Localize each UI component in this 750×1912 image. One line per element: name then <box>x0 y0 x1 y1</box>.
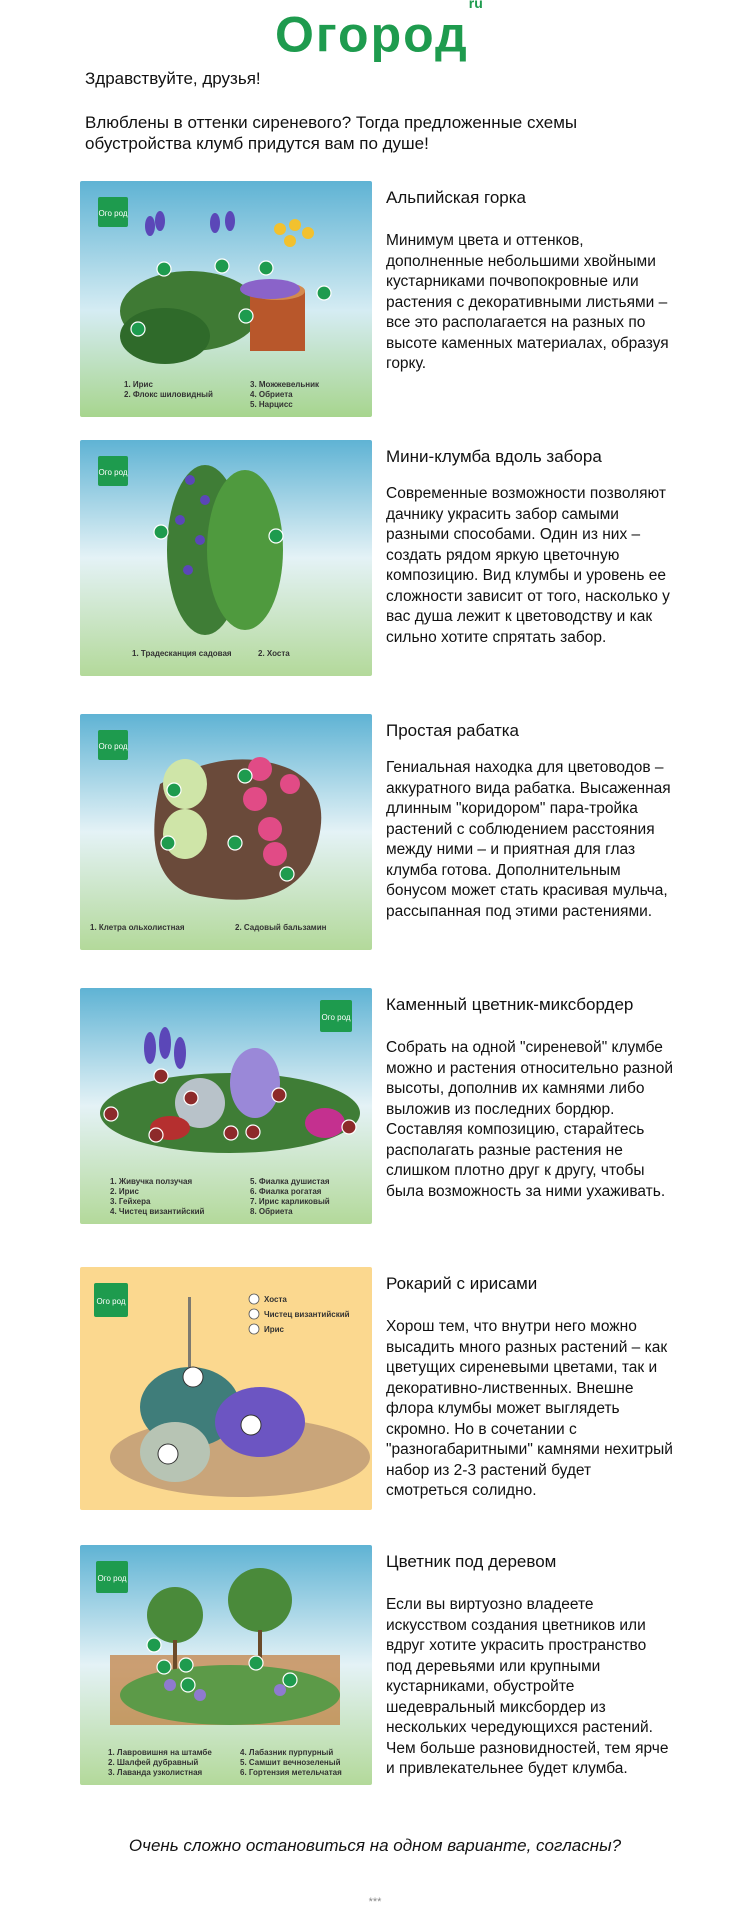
section-description: Минимум цвета и оттенков, дополненные небольшими хвойными кустарниками почвопокровные или растения с декоративными листьями – все это располагается на разных по высоте каменных материалах, образуя горку. <box>386 232 669 372</box>
svg-text:Ого род: Ого род <box>96 1297 126 1306</box>
legend-item: 3. Гейхера <box>110 1197 151 1206</box>
legend-item: 6. Гортензия метельчатая <box>240 1768 342 1777</box>
svg-text:Ого род: Ого род <box>98 468 128 477</box>
section-title: Цветник под деревом <box>386 1552 557 1571</box>
legend-item: 2. Ирис <box>110 1187 139 1196</box>
legend-item: 1. Ирис <box>124 380 153 389</box>
legend-item: 5. Фиалка душистая <box>250 1177 330 1186</box>
simple-rabatka-scheme-image <box>80 714 372 950</box>
section-description: Если вы виртуозно владеете искусством создания цветников или вдруг хотите украсить пространство под деревьями или крупными кустарниками, обустройте шедевральный миксбордер из нескольких чередующихся растений. Чем больше разновидностей, тем ярче и привлекательнее будет клумба. <box>386 1596 669 1777</box>
legend-item: 1. Живучка ползучая <box>110 1177 193 1186</box>
ogorod-badge <box>98 197 128 227</box>
section-title: Альпийская горка <box>386 188 527 207</box>
separator: *** <box>368 1896 382 1908</box>
svg-text:Ого род: Ого род <box>321 1013 351 1022</box>
svg-text:Ого род: Ого род <box>98 209 128 218</box>
legend-item: 8. Обриета <box>250 1207 293 1216</box>
section-description: Хорош тем, что внутри него можно высадить много разных растений – как цветущих сиреневыми цветами, так и декоративно-лиственных. Внешне флора клумбы может выглядеть скромно. Но в сочетании с "разногабаритными" камнями нехитрый набор из 2-3 растений будет смотреться солидно. <box>386 1318 673 1499</box>
legend-item: 4. Лабазник пурпурный <box>240 1748 334 1757</box>
section-title: Каменный цветник-миксбордер <box>386 995 634 1014</box>
legend-item: 3. Можжевельник <box>250 380 320 389</box>
alpine-slide-scheme-image <box>80 181 372 417</box>
legend-item: 5. Нарцисс <box>250 400 293 409</box>
section-title: Простая рабатка <box>386 721 519 740</box>
legend-item: 3. Лаванда узколистная <box>108 1768 203 1777</box>
stone-mixborder-scheme-image <box>80 988 372 1224</box>
legend-item: 5. Самшит вечнозеленый <box>240 1758 341 1767</box>
section-description: Современные возможности позволяют дачнику украсить забор самыми разными способами. Один из них – создать рядом яркую цветочную композицию. Вид клумбы и уровень ее сложности зависит от того, насколько у вас душа лежит к цветоводству и как сильно хотите спрятать забор. <box>386 485 670 646</box>
closing-question: Очень сложно остановиться на одном варианте, согласны? <box>128 1836 622 1855</box>
rockery-irises-scheme-image <box>80 1267 372 1510</box>
section-title: Рокарий с ирисами <box>386 1274 538 1293</box>
legend-item: 4. Обриета <box>250 390 293 399</box>
legend-item: Ирис <box>264 1325 285 1334</box>
legend-item: 2. Хоста <box>258 649 290 658</box>
legend-item: 4. Чистец византийский <box>110 1207 205 1216</box>
svg-text:Ого род: Ого род <box>98 742 128 751</box>
legend-item: 1. Традесканция садовая <box>132 649 232 658</box>
svg-text:Ого род: Ого род <box>97 1574 127 1583</box>
section-description: Гениальная находка для цветоводов – аккуратного вида рабатка. Высаженная длинным "коридором" пара-тройка растений с соблюдением расстояния между ними – и приятная для глаз клумба готова. Дополнительным бонусом может стать красивая мульча, рассыпанная под этими растениями. <box>386 759 671 920</box>
section-title: Мини-клумба вдоль забора <box>386 447 602 466</box>
legend-item: 2. Шалфей дубравный <box>108 1758 199 1767</box>
legend-item: 6. Фиалка рогатая <box>250 1187 322 1196</box>
lead-text: Влюблены в оттенки сиреневого? Тогда предложенные схемы обустройства клумб придутся вам по душе! <box>85 113 578 153</box>
legend-item: 7. Ирис карликовый <box>250 1197 330 1206</box>
legend-item: 1. Лавровишня на штамбе <box>108 1748 212 1757</box>
greeting-text: Здравствуйте, друзья! <box>85 69 261 88</box>
under-tree-scheme-image <box>80 1545 372 1785</box>
legend-item: 2. Садовый бальзамин <box>235 923 327 932</box>
legend-item: 2. Флокс шиловидный <box>124 390 213 399</box>
legend-item: 1. Клетра ольхолистная <box>90 923 185 932</box>
mini-flowerbed-scheme-image <box>80 440 372 676</box>
ogorod-logo[interactable]: Огород$^{ru}$ <box>275 0 483 63</box>
legend-item: Хоста <box>264 1295 287 1304</box>
section-description: Собрать на одной "сиреневой" клумбе можно и растения относительно разной высоты, дополнив их камнями либо выложив из последних бордюр. Составляя композицию, старайтесь располагать разные растения не слишком плотно друг к другу, чтобы была возможность за ними ухаживать. <box>386 1039 673 1200</box>
legend-item: Чистец византийский <box>264 1310 350 1319</box>
